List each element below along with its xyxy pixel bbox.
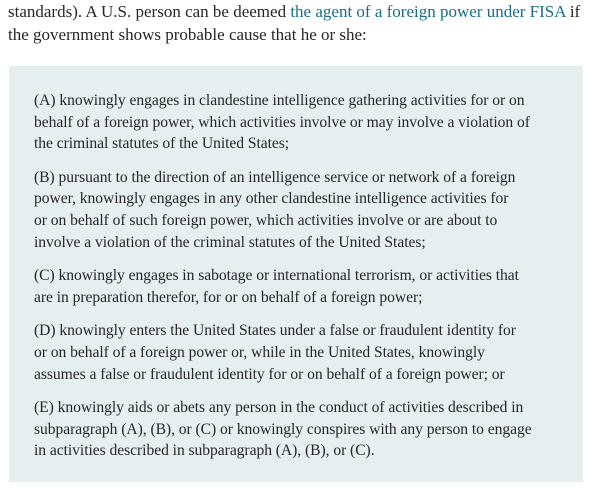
fisa-agent-link[interactable]: the agent of a foreign power under FISA bbox=[290, 2, 566, 21]
clause-a-line: (A) knowingly engages in clandestine intelligence gathering activities for or on bbox=[34, 92, 525, 109]
clause-d-line: (D) knowingly enters the United States under a false or fraudulent identity for bbox=[34, 322, 516, 340]
clause-d-line: assumes a false or fraudulent identity for or on behalf of a foreign power; or bbox=[34, 365, 505, 383]
clause-c bbox=[34, 265, 559, 308]
intro-text-before: standards). A U.S. person can be deemed bbox=[8, 2, 291, 21]
clause-a bbox=[34, 90, 559, 155]
intro-paragraph bbox=[8, 0, 592, 46]
clause-b-line: power, knowingly engages in any other clandestine intelligence activities for bbox=[34, 190, 509, 208]
clause-e-line: (E) knowingly aids or abets any person in the conduct of activities described in bbox=[34, 399, 524, 417]
clause-c-line: are in preparation therefor, for or on behalf of a foreign power; bbox=[34, 288, 423, 306]
clause-e-line: in activities described in subparagraph (A), (B), or (C). bbox=[34, 442, 375, 460]
intro-text-after: if the government shows probable cause that he or she: bbox=[8, 2, 581, 44]
clause-b-line: or on behalf of such foreign power, which activities involve or are about to bbox=[34, 211, 498, 229]
clause-c-line: (C) knowingly engages in sabotage or international terrorism, or activities that bbox=[34, 267, 519, 285]
clause-a-line: the criminal statutes of the United States; bbox=[34, 135, 290, 153]
clause-e bbox=[34, 397, 559, 462]
clause-d-line: or on behalf of a foreign power or, while in the United States, knowingly bbox=[34, 343, 485, 361]
clause-a-line: behalf of a foreign power, which activities involve or may involve a violation of bbox=[34, 113, 530, 131]
clause-d bbox=[34, 320, 559, 385]
statute-blockquote bbox=[9, 66, 583, 482]
clause-b-line: (B) pursuant to the direction of an intelligence service or network of a foreign bbox=[34, 168, 516, 186]
clause-e-line: subparagraph (A), (B), or (C) or knowingly conspires with any person to engage bbox=[34, 420, 532, 438]
clause-b-line: involve a violation of the criminal statutes of the United States; bbox=[34, 233, 426, 251]
clause-b bbox=[34, 167, 559, 253]
